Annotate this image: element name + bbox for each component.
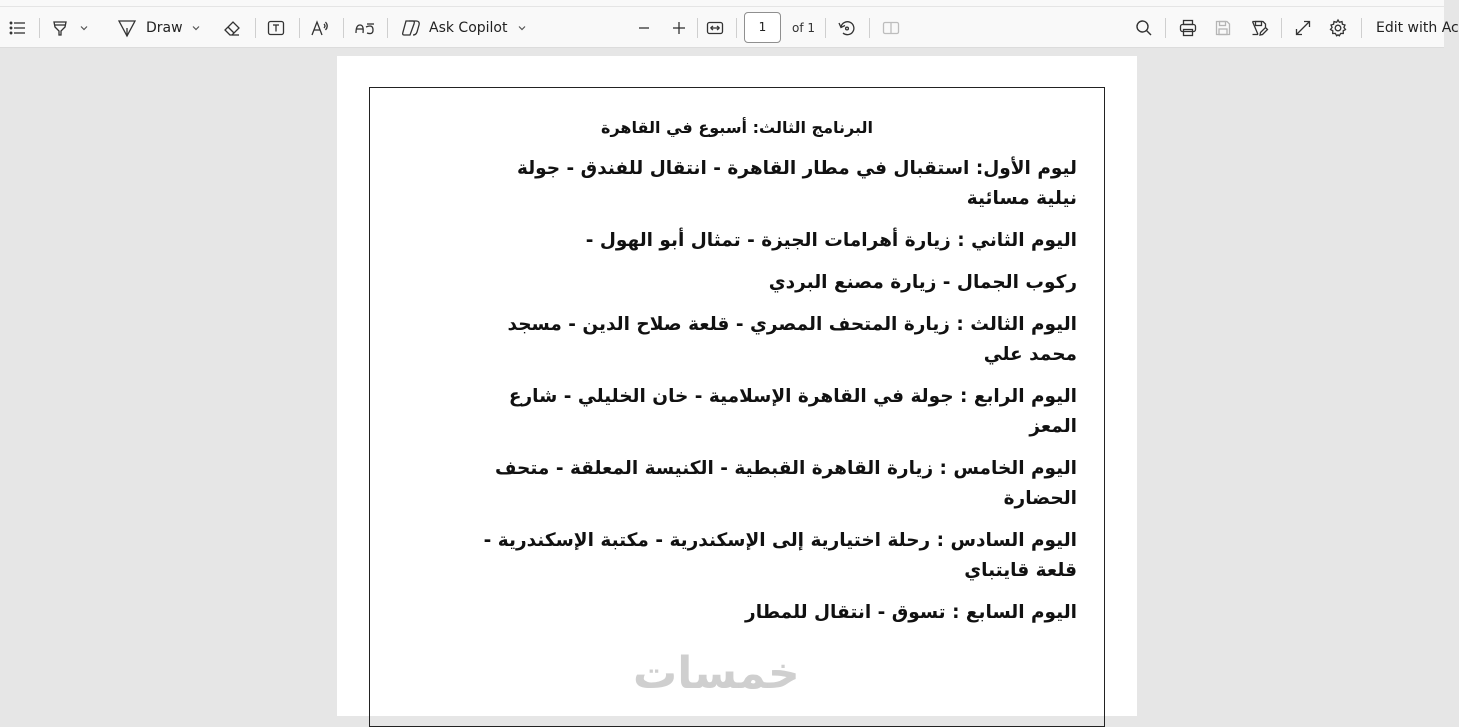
fit-to-width-button[interactable] xyxy=(705,14,725,42)
read-aloud-icon xyxy=(310,18,330,38)
edit-with-acrobat-button[interactable]: Edit with Ac xyxy=(1376,20,1459,36)
pen-icon xyxy=(116,17,138,39)
zoom-in-button[interactable] xyxy=(671,14,687,42)
print-button[interactable] xyxy=(1178,14,1198,42)
itinerary-lines xyxy=(477,154,1077,640)
add-text-button[interactable] xyxy=(266,14,286,42)
toolbar-divider xyxy=(343,18,344,38)
toolbar-divider xyxy=(736,18,737,38)
toolbar-divider xyxy=(1165,18,1166,38)
page-count: of 1 xyxy=(792,21,816,35)
toolbar-divider xyxy=(1361,18,1362,38)
itinerary-line: اليوم الخامس : زيارة القاهرة القبطية - الكنيسة المعلقة - متحف الحضارة xyxy=(495,458,1077,509)
itinerary-line: اليوم الرابع : جولة في القاهرة الإسلامية - خان الخليلي - شارع المعز xyxy=(508,386,1077,437)
read-aloud-button[interactable] xyxy=(310,14,330,42)
chevron-down-icon xyxy=(516,22,528,34)
ask-copilot-label: Ask Copilot xyxy=(429,20,508,36)
itinerary-line: اليوم السابع : تسوق - انتقال للمطار xyxy=(745,602,1077,623)
search-icon xyxy=(1134,18,1154,38)
highlight-button[interactable] xyxy=(50,14,70,42)
itinerary-line: اليوم الثالث : زيارة المتحف المصري - قلعة صلاح الدين - مسجد محمد علي xyxy=(507,314,1077,365)
chevron-down-icon xyxy=(78,22,90,34)
save-icon xyxy=(1213,18,1233,38)
draw-options-button[interactable] xyxy=(190,14,202,42)
highlight-options-button[interactable] xyxy=(78,14,90,42)
page-number-input[interactable]: 1 xyxy=(744,12,781,43)
rotate-button[interactable] xyxy=(837,14,857,42)
translate-icon xyxy=(354,18,376,38)
text-box-icon xyxy=(266,18,286,38)
toolbar-divider xyxy=(825,18,826,38)
toolbar-top-border xyxy=(0,6,1444,7)
settings-button[interactable] xyxy=(1328,14,1348,42)
toolbar-divider xyxy=(869,18,870,38)
page-view-button[interactable] xyxy=(881,14,901,42)
toolbar-divider xyxy=(387,18,388,38)
list-icon xyxy=(8,18,28,38)
draw-button[interactable] xyxy=(116,14,183,42)
gear-icon xyxy=(1328,18,1348,38)
expand-icon xyxy=(1293,18,1313,38)
save-as-icon xyxy=(1249,18,1269,38)
print-icon xyxy=(1178,18,1198,38)
search-button[interactable] xyxy=(1134,14,1154,42)
translate-button[interactable] xyxy=(354,14,376,42)
toolbar-divider xyxy=(39,18,40,38)
pdf-page xyxy=(337,56,1137,716)
highlighter-icon xyxy=(50,18,70,38)
watermark-logo: خمسات xyxy=(633,648,800,699)
itinerary-line: ركوب الجمال - زيارة مصنع البردي xyxy=(768,272,1077,293)
copilot-icon xyxy=(400,18,422,38)
itinerary-line: اليوم الثاني : زيارة أهرامات الجيزة - تمثال أبو الهول - xyxy=(585,230,1077,251)
erase-button[interactable] xyxy=(222,14,242,42)
itinerary-line: ليوم الأول: استقبال في مطار القاهرة - انتقال للفندق - جولة نيلية مسائية xyxy=(517,158,1077,209)
document-title: البرنامج الثالث: أسبوع في القاهرة xyxy=(601,118,873,137)
itinerary-line: اليوم السادس : رحلة اختيارية إلى الإسكندرية - مكتبة الإسكندرية - قلعة قايتباي xyxy=(483,530,1077,581)
chevron-down-icon xyxy=(190,22,202,34)
draw-label: Draw xyxy=(146,20,183,36)
zoom-out-button[interactable] xyxy=(636,14,652,42)
full-screen-button[interactable] xyxy=(1293,14,1313,42)
contents-button[interactable] xyxy=(8,14,28,42)
two-page-icon xyxy=(881,18,901,38)
toolbar-divider xyxy=(697,18,698,38)
save-as-button[interactable] xyxy=(1249,14,1269,42)
toolbar-divider xyxy=(1281,18,1282,38)
save-button[interactable] xyxy=(1213,14,1233,42)
pdf-toolbar xyxy=(0,0,1459,48)
eraser-icon xyxy=(222,18,242,38)
ask-copilot-button[interactable] xyxy=(400,14,528,42)
minus-icon xyxy=(636,20,652,36)
rotate-icon xyxy=(837,18,857,38)
toolbar-divider xyxy=(299,18,300,38)
plus-icon xyxy=(671,20,687,36)
toolbar-divider xyxy=(255,18,256,38)
fit-width-icon xyxy=(705,18,725,38)
